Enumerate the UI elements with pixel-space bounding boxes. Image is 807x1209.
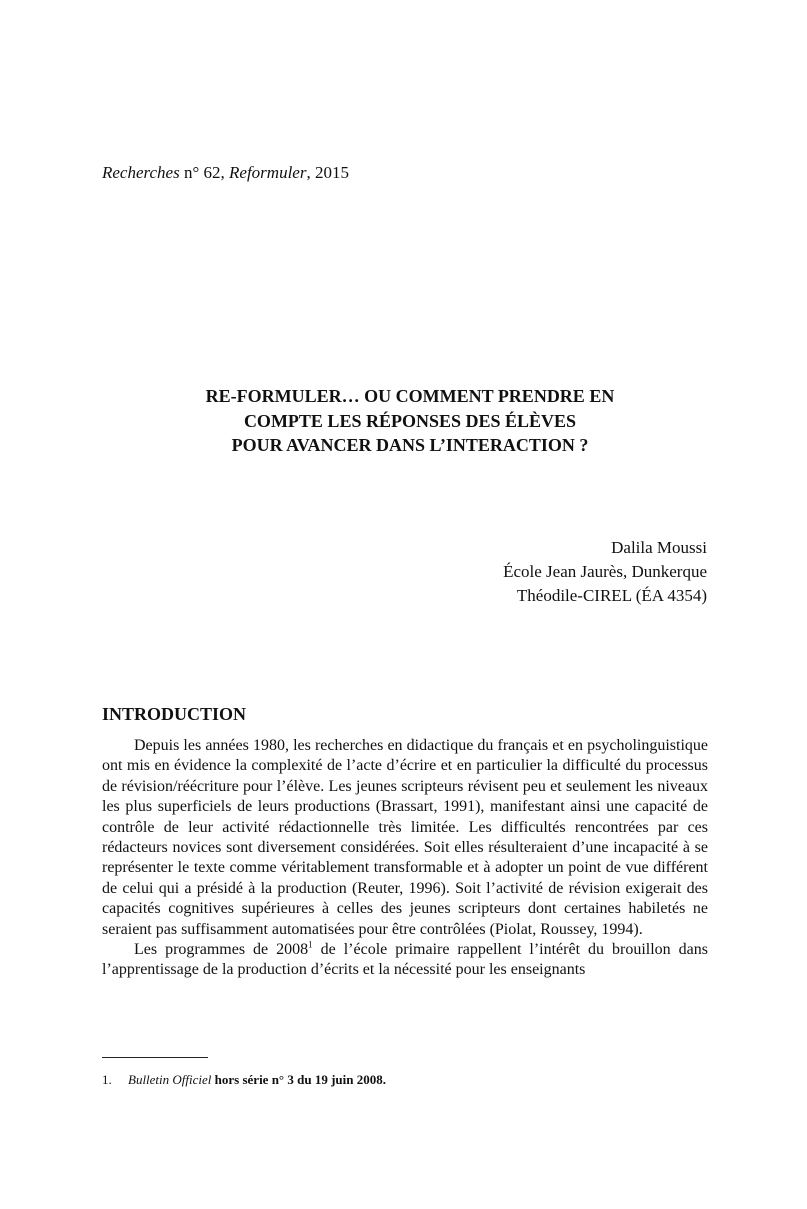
author-affiliation-lab: Théodile-CIREL (ÉA 4354): [516, 586, 707, 605]
author-block: [503, 536, 707, 608]
footnote-source-details: hors série n° 3 du 19 juin 2008.: [211, 1072, 386, 1087]
paragraph-2: [102, 940, 708, 981]
issue-number: n° 62,: [179, 163, 230, 182]
issue-year: , 2015: [306, 163, 349, 182]
footnote-source-title: Bulletin Officiel: [128, 1072, 212, 1087]
title-line-2: COMPTE LES RÉPONSES DES ÉLÈVES: [243, 410, 577, 431]
body-text: [102, 736, 708, 981]
footnote-number: 1.: [102, 1072, 112, 1087]
title-line-1: RE-FORMULER… OU COMMENT PRENDRE EN: [205, 386, 615, 406]
paragraph-2-start: Les programmes de 2008: [134, 941, 309, 959]
author-affiliation-school: École Jean Jaurès, Dunkerque: [503, 562, 707, 581]
article-title: [110, 384, 710, 458]
paragraph-2-end: de l’école primaire rappellent l’intérêt du brouillon dans l’apprentissage de la production d’écrits et la nécessité pour les enseignants: [102, 941, 708, 979]
issue-theme: Reformuler: [229, 163, 307, 182]
footnote-reference[interactable]: 1: [308, 939, 313, 950]
running-header: [102, 162, 349, 184]
title-line-3: POUR AVANCER DANS L’INTERACTION ?: [231, 435, 589, 455]
footnote-divider: [102, 1057, 208, 1058]
section-heading: INTRODUCTION: [102, 704, 247, 724]
author-name: Dalila Moussi: [611, 538, 707, 557]
footnote: [102, 1071, 386, 1088]
paragraph-1: Depuis les années 1980, les recherches en didactique du français et en psycholinguistique ont mis en évidence la complexité de l’acte d’écrire et en particulier la difficulté du processus de révision/réécriture pour l’élève. Les jeunes scripteurs révisent peu et seulement les niveaux les plus superficiels de leurs productions (Brassart, 1991), manifestant ainsi une capacité de contrôle de leur activité rédactionnelle très limitée. Les difficultés rencontrées par ces rédacteurs novices sont diversement considérées. Soit elles résulteraient d’une incapacité à se représenter le texte comme véritablement transformable et à adopter un point de vue différent de celui qui a présidé à la production (Reuter, 1996). Soit l’activité de révision exigerait des capacités cognitives supérieures à celles des jeunes scripteurs dont certaines habiletés ne seraient pas suffisamment automatisées pour être contrôlées (Piolat, Roussey, 1994).: [102, 737, 708, 938]
journal-name: Recherches: [102, 163, 180, 182]
